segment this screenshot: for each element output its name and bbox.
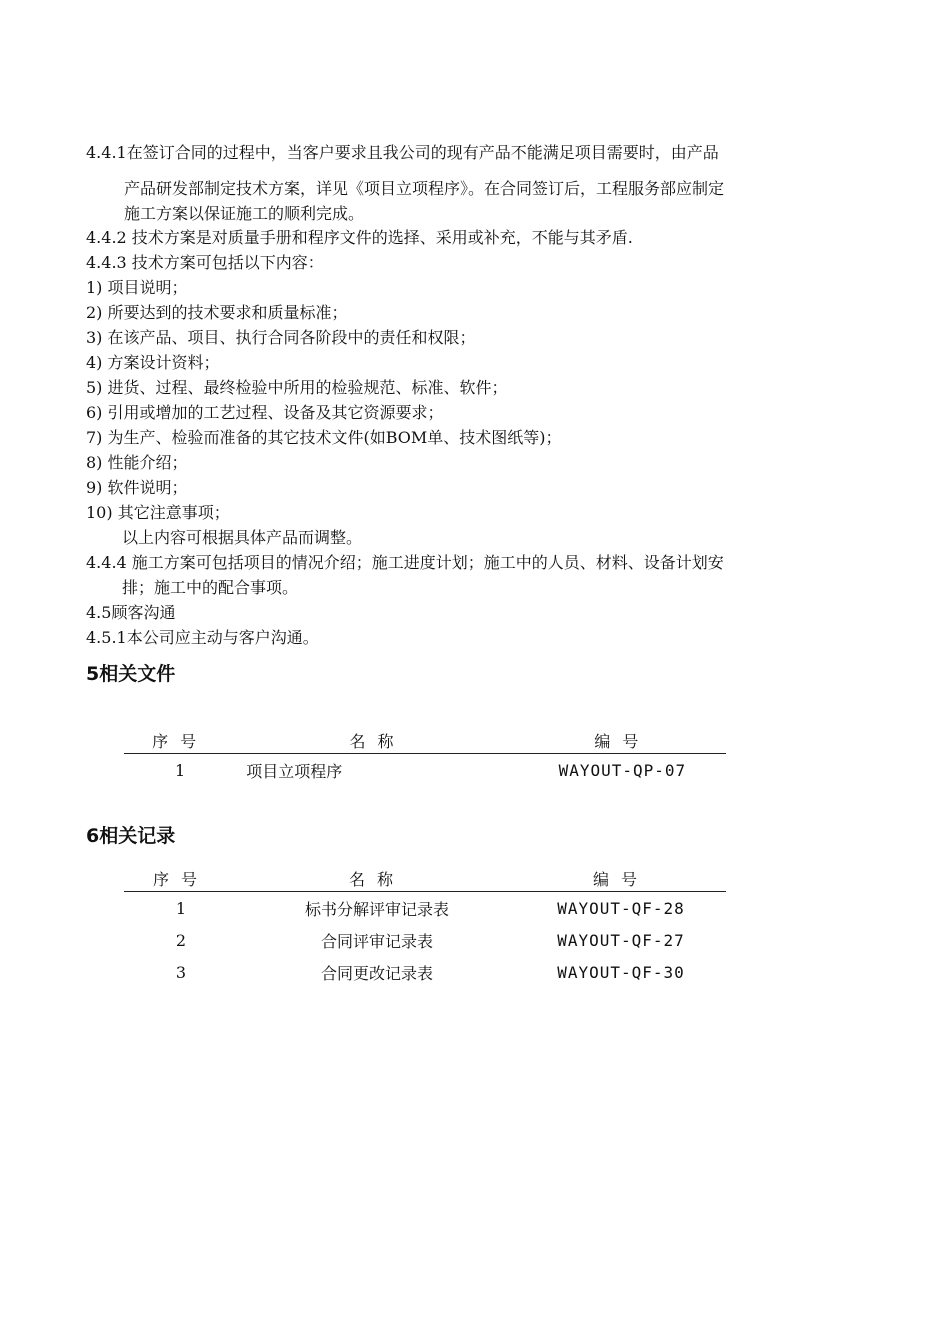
cell-code: WAYOUT-QF-28 [557, 898, 685, 918]
para-4-4-2: 4.4.2 技术方案是对质量手册和程序文件的选择、采用或补充，不能与其矛盾. [86, 228, 633, 247]
related-records-table [124, 865, 726, 988]
table-header-row [124, 865, 726, 892]
header-code: 编号 [519, 727, 726, 754]
header-name: 名称 [238, 865, 516, 892]
list-item: 9) 软件说明； [86, 478, 188, 497]
cell-name: 标书分解评审记录表 [304, 899, 449, 919]
table-row [124, 924, 726, 956]
header-name: 名称 [236, 727, 519, 754]
list-item: 1) 项目说明； [86, 278, 188, 297]
cell-code: WAYOUT-QF-27 [557, 930, 685, 950]
cell-no: 2 [175, 930, 187, 950]
para-4-4-1-line3: 施工方案以保证施工的顺利完成。 [124, 204, 365, 223]
cell-name: 合同评审记录表 [320, 931, 433, 951]
table-row [124, 754, 726, 787]
list-item: 10) 其它注意事项； [86, 503, 230, 522]
cell-name: 合同更改记录表 [320, 963, 433, 983]
para-4-5-1: 4.5.1本公司应主动与客户沟通。 [86, 628, 319, 647]
list-item: 7) 为生产、检验而准备的其它技术文件(如BOM单、技术图纸等)； [86, 428, 562, 447]
cell-code: WAYOUT-QF-30 [557, 962, 685, 982]
table-row [124, 892, 726, 925]
section-6-heading: 6相关记录 [86, 825, 176, 847]
para-4-4-1-line1: 4.4.1在签订合同的过程中，当客户要求且我公司的现有产品不能满足项目需要时，由产品 [86, 143, 719, 162]
list-note: 以上内容可根据具体产品而调整。 [122, 528, 363, 547]
section-4-5-title: 4.5顾客沟通 [86, 603, 176, 622]
cell-no: 3 [175, 962, 187, 982]
list-item: 3) 在该产品、项目、执行合同各阶段中的责任和权限； [86, 328, 476, 347]
para-4-4-4-line2: 排；施工中的配合事项。 [122, 578, 299, 597]
table-header-row [124, 727, 726, 754]
list-item: 5) 进货、过程、最终检验中所用的检验规范、标准、软件； [86, 378, 508, 397]
para-4-4-4-line1: 4.4.4 施工方案可包括项目的情况介绍；施工进度计划；施工中的人员、材料、设备计划安 [86, 553, 724, 572]
table-row [124, 956, 726, 988]
section-5-heading: 5相关文件 [86, 663, 176, 685]
cell-code: WAYOUT-QP-07 [558, 760, 687, 780]
cell-no: 1 [175, 898, 187, 918]
para-4-4-1-line2: 产品研发部制定技术方案，详见《项目立项程序》。在合同签订后，工程服务部应制定 [124, 179, 725, 198]
list-item: 6) 引用或增加的工艺过程、设备及其它资源要求； [86, 403, 444, 422]
header-code: 编号 [516, 865, 726, 892]
cell-name: 项目立项程序 [246, 761, 343, 781]
header-no: 序号 [124, 727, 236, 754]
list-item: 4) 方案设计资料； [86, 353, 220, 372]
para-4-4-3: 4.4.3 技术方案可包括以下内容： [86, 253, 324, 272]
header-no: 序号 [124, 865, 238, 892]
cell-no: 1 [175, 760, 186, 780]
list-item: 2) 所要达到的技术要求和质量标准； [86, 303, 348, 322]
related-documents-table [124, 727, 726, 786]
list-item: 8) 性能介绍； [86, 453, 188, 472]
